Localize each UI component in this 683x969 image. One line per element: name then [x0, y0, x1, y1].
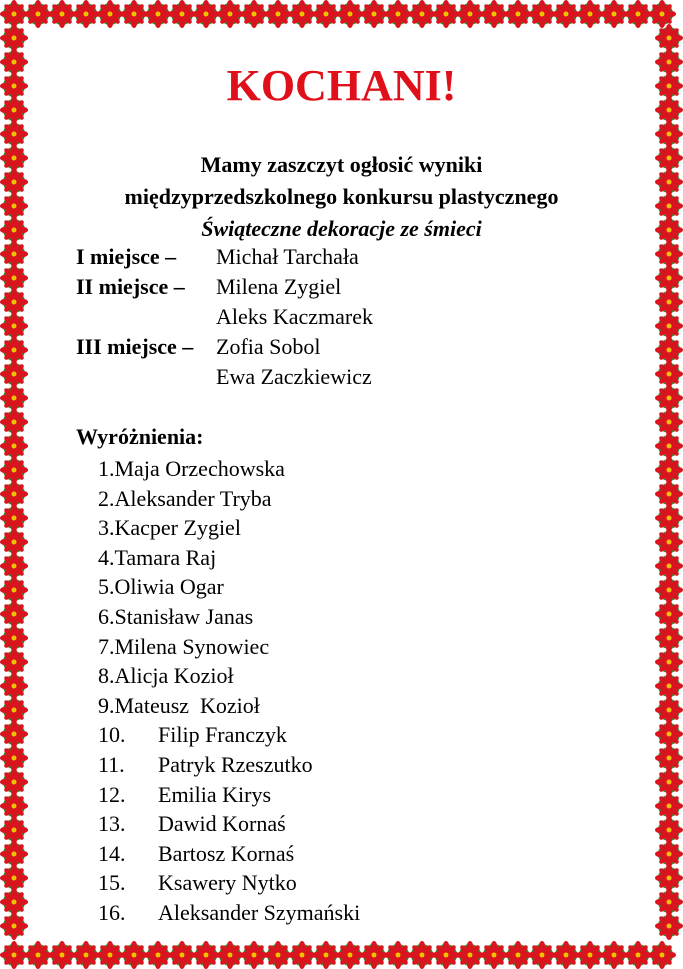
poinsettia-icon [408, 0, 436, 28]
poinsettia-icon [0, 408, 28, 436]
honoree-name: Kacper Zygiel [114, 515, 241, 541]
poinsettia-icon [0, 624, 28, 652]
poinsettia-icon [648, 0, 676, 28]
poinsettia-icon [576, 0, 604, 28]
document-body [40, 40, 643, 929]
poinsettia-icon [0, 384, 28, 412]
poinsettia-icon [216, 0, 244, 28]
poinsettia-icon [504, 941, 532, 969]
poinsettia-icon [0, 696, 28, 724]
poinsettia-icon [72, 0, 100, 28]
page-title: KOCHANI! [226, 61, 457, 110]
poinsettia-icon [72, 941, 100, 969]
poinsettia-icon [655, 360, 683, 388]
poinsettia-icon [360, 941, 388, 969]
poinsettia-icon [192, 0, 220, 28]
poinsettia-icon [0, 312, 28, 340]
winner-name: Zofia Sobol [216, 334, 321, 359]
poinsettia-icon [240, 941, 268, 969]
poinsettia-icon [648, 941, 676, 969]
poinsettia-icon [192, 941, 220, 969]
honoree-name: Aleksander Tryba [114, 485, 272, 511]
poinsettia-icon [0, 192, 28, 220]
poinsettia-icon [336, 0, 364, 28]
poinsettia-icon [624, 0, 652, 28]
poinsettia-icon [655, 408, 683, 436]
poinsettia-icon [655, 888, 683, 916]
poinsettia-icon [456, 0, 484, 28]
list-item [98, 513, 360, 543]
list-item [98, 868, 360, 898]
poinsettia-icon [0, 24, 28, 52]
poinsettia-icon [655, 816, 683, 844]
poinsettia-icon [655, 912, 683, 940]
poinsettia-icon [0, 941, 28, 969]
poinsettia-icon [264, 0, 292, 28]
list-number: 8. [98, 663, 115, 689]
poinsettia-icon [144, 0, 172, 28]
honoree-name: Aleksander Szymański [158, 899, 361, 925]
poinsettia-icon [504, 0, 532, 28]
honoree-name: Emilia Kirys [158, 781, 272, 807]
poinsettia-icon [0, 864, 28, 892]
poinsettia-icon [360, 0, 388, 28]
list-item [98, 780, 360, 810]
list-number: 5. [98, 574, 115, 600]
poinsettia-icon [0, 912, 28, 940]
honoree-name: Dawid Kornaś [158, 811, 286, 837]
poinsettia-icon [576, 941, 604, 969]
list-item [98, 750, 360, 780]
poinsettia-icon [528, 0, 556, 28]
poinsettia-icon [0, 480, 28, 508]
honoree-name: Milena Synowiec [114, 633, 270, 659]
list-number: 14. [98, 840, 126, 866]
poinsettia-icon [655, 840, 683, 868]
announcement [40, 149, 643, 245]
poinsettia-icon [96, 0, 124, 28]
honoree-name: Oliwia Ogar [114, 574, 224, 600]
list-number: 10. [98, 722, 126, 748]
poinsettia-icon [655, 240, 683, 268]
poinsettia-icon [600, 0, 628, 28]
poinsettia-icon [0, 168, 28, 196]
poinsettia-icon [312, 941, 340, 969]
place-second [76, 272, 373, 332]
poinsettia-icon [655, 48, 683, 76]
poinsettia-icon [655, 552, 683, 580]
list-item [98, 484, 360, 514]
poinsettia-icon [600, 941, 628, 969]
poinsettia-icon [655, 216, 683, 244]
poinsettia-icon [0, 0, 28, 28]
poinsettia-icon [312, 0, 340, 28]
poinsettia-icon [0, 816, 28, 844]
announcement-line-1: Mamy zaszczyt ogłosić wyniki [200, 152, 483, 177]
poinsettia-icon [655, 792, 683, 820]
poinsettia-icon [408, 941, 436, 969]
list-item [98, 839, 360, 869]
poinsettia-icon [0, 72, 28, 100]
list-number: 2. [98, 485, 115, 511]
poinsettia-icon [0, 240, 28, 268]
poinsettia-icon [432, 0, 460, 28]
poinsettia-icon [655, 528, 683, 556]
poinsettia-icon [655, 720, 683, 748]
poinsettia-icon [0, 432, 28, 460]
place-label: III miejsce – [76, 334, 194, 359]
poinsettia-icon [48, 941, 76, 969]
poinsettia-icon [655, 264, 683, 292]
poinsettia-icon [288, 0, 316, 28]
poinsettia-icon [24, 941, 52, 969]
honoree-name: Bartosz Kornaś [158, 840, 295, 866]
contest-name: Świąteczne dekoracje ze śmieci [201, 216, 482, 241]
poinsettia-icon [624, 941, 652, 969]
poinsettia-icon [655, 96, 683, 124]
poinsettia-icon [655, 72, 683, 100]
announcement-line-2: międzyprzedszkolnego konkursu plastycznego [124, 184, 559, 209]
list-number: 1. [98, 456, 115, 481]
poinsettia-icon [0, 528, 28, 556]
honoree-name: Ksawery Nytko [158, 870, 297, 896]
list-item [98, 898, 360, 928]
poinsettia-icon [655, 744, 683, 772]
poinsettia-icon [655, 768, 683, 796]
poinsettia-icon [264, 941, 292, 969]
list-number: 9. [98, 692, 115, 718]
poinsettia-icon [655, 696, 683, 724]
poinsettia-icon [240, 0, 268, 28]
poinsettia-icon [655, 192, 683, 220]
poinsettia-icon [384, 941, 412, 969]
list-item [98, 809, 360, 839]
poinsettia-icon [0, 360, 28, 388]
list-number: 12. [98, 781, 126, 807]
poinsettia-icon [120, 0, 148, 28]
poinsettia-icon [655, 120, 683, 148]
places-list [76, 242, 373, 392]
poinsettia-icon [0, 792, 28, 820]
poinsettia-icon [168, 0, 196, 28]
poinsettia-icon [528, 941, 556, 969]
poinsettia-icon [0, 600, 28, 628]
poinsettia-icon [0, 840, 28, 868]
place-third [76, 332, 373, 392]
poinsettia-icon [0, 144, 28, 172]
place-first [76, 242, 373, 272]
winner-name: Aleks Kaczmarek [216, 304, 373, 329]
list-number: 7. [98, 633, 115, 659]
poinsettia-icon [552, 941, 580, 969]
poinsettia-icon [552, 0, 580, 28]
poinsettia-icon [655, 480, 683, 508]
poinsettia-icon [0, 48, 28, 76]
poinsettia-icon [655, 672, 683, 700]
poinsettia-icon [384, 0, 412, 28]
poinsettia-icon [655, 24, 683, 52]
honoree-name: Stanisław Janas [114, 603, 254, 629]
poinsettia-icon [655, 576, 683, 604]
honors-list [98, 454, 360, 928]
list-number: 11. [98, 751, 125, 777]
poinsettia-icon [655, 648, 683, 676]
poinsettia-icon [655, 336, 683, 364]
poinsettia-icon [0, 120, 28, 148]
poinsettia-icon [0, 744, 28, 772]
list-number: 13. [98, 811, 126, 837]
poinsettia-icon [144, 941, 172, 969]
poinsettia-icon [0, 288, 28, 316]
list-item [98, 572, 360, 602]
poinsettia-icon [216, 941, 244, 969]
list-item [98, 602, 360, 632]
poinsettia-icon [655, 168, 683, 196]
honoree-name: Maja Orzechowska [114, 456, 285, 481]
poinsettia-icon [655, 432, 683, 460]
poinsettia-icon [456, 941, 484, 969]
list-item [98, 691, 360, 721]
poinsettia-icon [0, 552, 28, 580]
honoree-name: Patryk Rzeszutko [158, 751, 313, 777]
winner-name: Michał Tarchała [216, 244, 359, 269]
list-item [98, 720, 360, 750]
poinsettia-icon [0, 456, 28, 484]
poinsettia-icon [655, 144, 683, 172]
poinsettia-icon [120, 941, 148, 969]
list-number: 4. [98, 544, 115, 570]
list-number: 6. [98, 603, 115, 629]
poinsettia-icon [655, 456, 683, 484]
poinsettia-icon [0, 96, 28, 124]
poinsettia-icon [0, 720, 28, 748]
poinsettia-icon [96, 941, 124, 969]
poinsettia-icon [0, 264, 28, 292]
poinsettia-icon [655, 600, 683, 628]
poinsettia-icon [0, 768, 28, 796]
poinsettia-icon [655, 624, 683, 652]
poinsettia-icon [336, 941, 364, 969]
poinsettia-icon [0, 648, 28, 676]
place-label: II miejsce – [76, 274, 185, 299]
poinsettia-icon [480, 941, 508, 969]
honoree-name: Alicja Kozioł [114, 663, 234, 689]
list-number: 16. [98, 899, 126, 925]
poinsettia-icon [0, 216, 28, 244]
honoree-name: Tamara Raj [114, 544, 217, 570]
poinsettia-icon [432, 941, 460, 969]
list-number: 3. [98, 515, 115, 541]
honoree-name: Filip Franczyk [158, 722, 287, 748]
poinsettia-icon [480, 0, 508, 28]
list-item [98, 454, 360, 484]
poinsettia-icon [655, 312, 683, 340]
poinsettia-icon [655, 384, 683, 412]
poinsettia-icon [0, 672, 28, 700]
winner-name: Milena Zygiel [216, 274, 342, 299]
poinsettia-icon [288, 941, 316, 969]
place-label: I miejsce – [76, 244, 177, 269]
poinsettia-icon [655, 864, 683, 892]
winner-name: Ewa Zaczkiewicz [216, 364, 372, 389]
honors-heading: Wyróżnienia: [76, 424, 204, 449]
poinsettia-icon [0, 336, 28, 364]
list-number: 15. [98, 870, 126, 896]
poinsettia-icon [48, 0, 76, 28]
poinsettia-icon [24, 0, 52, 28]
poinsettia-icon [0, 576, 28, 604]
poinsettia-icon [0, 504, 28, 532]
honoree-name: Mateusz Kozioł [114, 692, 260, 718]
poinsettia-icon [655, 288, 683, 316]
poinsettia-icon [0, 888, 28, 916]
list-item [98, 632, 360, 662]
list-item [98, 543, 360, 573]
poinsettia-icon [655, 504, 683, 532]
list-item [98, 661, 360, 691]
poinsettia-icon [168, 941, 196, 969]
